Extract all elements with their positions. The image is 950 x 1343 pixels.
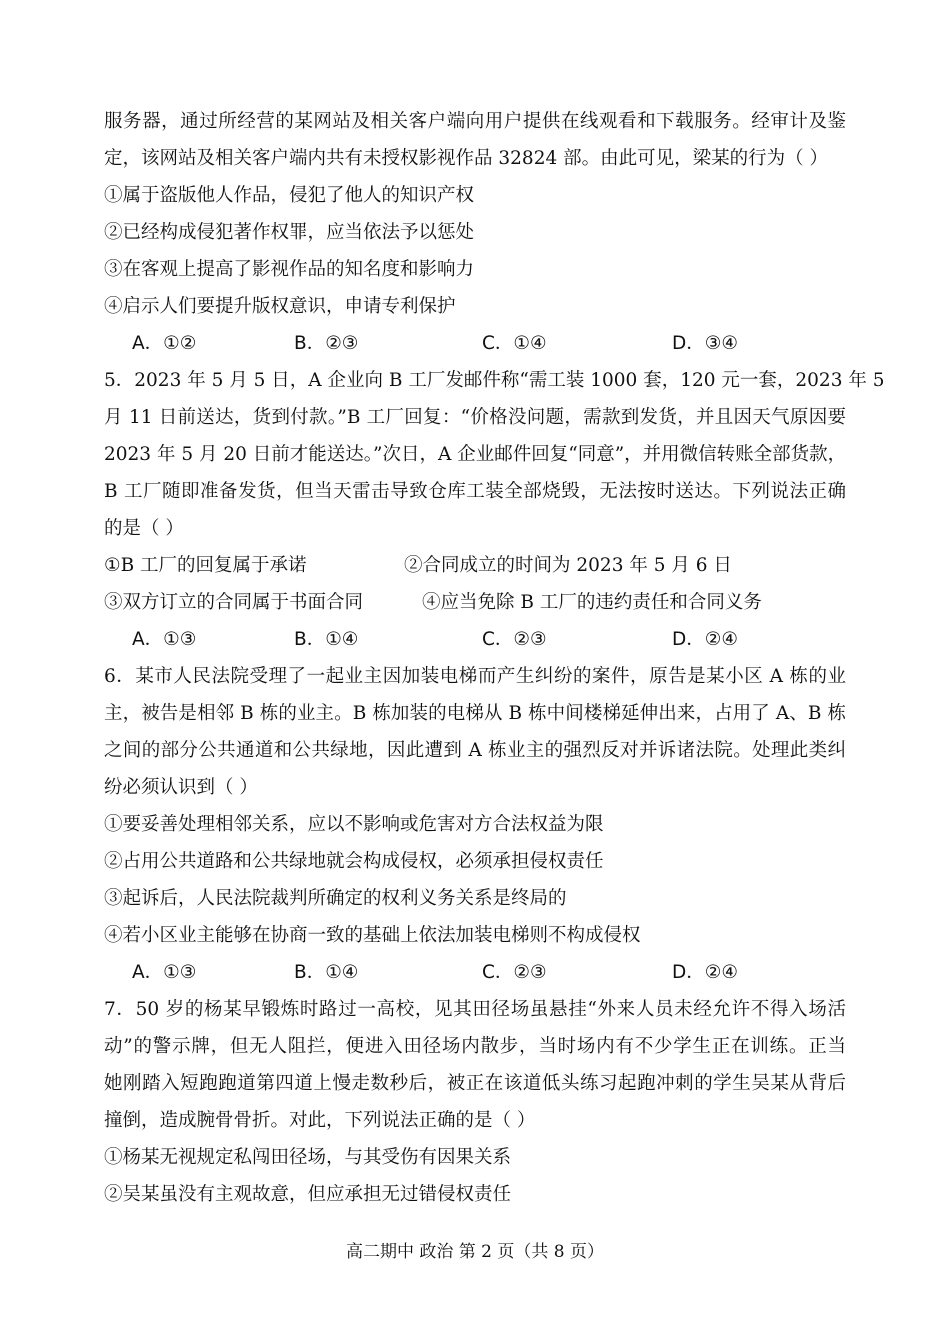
q7-statement-1: ①杨某无视规定私闯田径场，与其受伤有因果关系 [104,1147,512,1168]
q5-option-d[interactable]: D．②④ [672,629,738,650]
q6-stem-line-4: 纷必须认识到（ ） [104,777,258,798]
q4-option-b[interactable]: B．②③ [294,333,359,354]
q5-option-c[interactable]: C．②③ [482,629,547,650]
q7-stem-line-1: 7．50 岁的杨某早锻炼时路过一高校，见其田径场虽悬挂“外来人员未经允许不得入场活 [104,999,846,1020]
page-footer: 高二期中 政治 第 2 页（共 8 页） [345,1242,605,1262]
q6-statement-4: ④若小区业主能够在协商一致的基础上依法加装电梯则不构成侵权 [104,925,641,946]
q4-statement-1: ①属于盗版他人作品，侵犯了他人的知识产权 [104,185,475,206]
q6-stem-line-3: 之间的部分公共通道和公共绿地，因此遭到 A 栋业主的强烈反对并诉诸法院。处理此类纠 [104,740,846,761]
q4-stem-line-2: 定，该网站及相关客户端内共有未授权影视作品 32824 部。由此可见，梁某的行为（ ） [104,148,828,169]
q6-option-a[interactable]: A．①③ [132,962,197,983]
q6-option-d[interactable]: D．②④ [672,962,738,983]
q5-statement-2: ②合同成立的时间为 2023 年 5 月 6 日 [404,555,732,576]
q6-stem-line-1: 6．某市人民法院受理了一起业主因加装电梯而产生纠纷的案件，原告是某小区 A 栋的业 [104,666,846,687]
q5-statement-4: ④应当免除 B 工厂的违约责任和合同义务 [422,592,762,613]
q6-option-b[interactable]: B．①④ [294,962,359,983]
q5-stem-line-5: 的是（ ） [104,518,184,539]
q4-option-d[interactable]: D．③④ [672,333,738,354]
q7-stem-line-2: 动”的警示牌，但无人阻拦，便进入田径场内散步，当时场内有不少学生正在训练。正当 [104,1036,846,1057]
q4-statement-2: ②已经构成侵犯著作权罪，应当依法予以惩处 [104,222,475,243]
q5-statement-1: ①B 工厂的回复属于承诺 [104,555,307,576]
q4-options [132,332,832,356]
q6-stem-line-2: 主，被告是相邻 B 栋的业主。B 栋加装的电梯从 B 栋中间楼梯延伸出来，占用了 A、B 栋 [104,703,846,724]
q5-stem-line-2: 月 11 日前送达，货到付款。”B 工厂回复：“价格没问题，需款到发货，并且因天气原因要 [104,407,846,428]
q6-option-c[interactable]: C．②③ [482,962,547,983]
q5-statements-row-2 [104,591,846,615]
q5-stem-line-3: 2023 年 5 月 20 日前才能送达。”次日，A 企业邮件回复“同意”，并用微信转账全部货款， [104,444,847,465]
q4-statement-4: ④启示人们要提升版权意识，申请专利保护 [104,296,456,317]
q5-option-b[interactable]: B．①④ [294,629,359,650]
q7-stem-line-3: 她刚踏入短跑跑道第四道上慢走数秒后，被正在该道低头练习起跑冲刺的学生吴某从背后 [104,1073,846,1094]
q7-statement-2: ②吴某虽没有主观故意，但应承担无过错侵权责任 [104,1184,512,1205]
q6-statement-1: ①要妥善处理相邻关系，应以不影响或危害对方合法权益为限 [104,814,604,835]
q6-statement-2: ②占用公共道路和公共绿地就会构成侵权，必须承担侵权责任 [104,851,604,872]
q5-statement-3: ③双方订立的合同属于书面合同 [104,592,364,613]
q4-stem-line-1: 服务器，通过所经营的某网站及相关客户端向用户提供在线观看和下载服务。经审计及鉴 [104,111,846,132]
q5-statements-row-1 [104,554,846,578]
q6-options [132,961,832,985]
q4-option-a[interactable]: A．①② [132,333,197,354]
q6-statement-3: ③起诉后，人民法院裁判所确定的权利义务关系是终局的 [104,888,567,909]
q4-option-c[interactable]: C．①④ [482,333,547,354]
q5-options [132,628,832,652]
q4-statement-3: ③在客观上提高了影视作品的知名度和影响力 [104,259,475,280]
q5-option-a[interactable]: A．①③ [132,629,197,650]
q5-stem-line-1: 5．2023 年 5 月 5 日，A 企业向 B 工厂发邮件称“需工装 1000 套，120 元一套，2023 年 5 [104,370,885,391]
q7-stem-line-4: 撞倒，造成腕骨骨折。对此，下列说法正确的是（ ） [104,1110,536,1131]
q5-stem-line-4: B 工厂随即准备发货，但当天雷击导致仓库工装全部烧毁，无法按时送达。下列说法正确 [104,481,846,502]
